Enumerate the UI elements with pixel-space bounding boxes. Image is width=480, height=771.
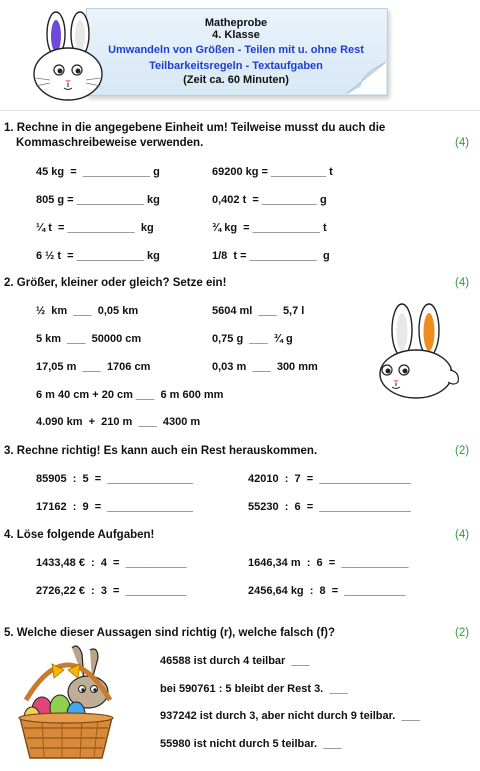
task5-item[interactable]: 46588 ist durch 4 teilbar ___: [160, 655, 310, 667]
task2-item[interactable]: 5 km ___ 50000 cm: [36, 333, 142, 345]
task5-item[interactable]: bei 590761 : 5 bleibt der Rest 3. ___: [160, 683, 348, 695]
task5-heading: 5. Welche dieser Aussagen sind richtig (r), welche falsch (f)?: [4, 627, 336, 639]
task5-points: (2): [455, 627, 470, 639]
task3-item[interactable]: 55230 : 6 = _______________: [248, 501, 412, 513]
task4-item[interactable]: 1433,48 € : 4 = __________: [36, 557, 187, 569]
task3-item[interactable]: 42010 : 7 = _______________: [248, 473, 412, 485]
bunny-illustration-right: [374, 298, 462, 400]
task4-item[interactable]: 1646,34 m : 6 = ___________: [248, 557, 409, 569]
task3-item[interactable]: 85905 : 5 = ______________: [36, 473, 193, 485]
task2-item[interactable]: 0,75 g ___ ¾ g: [212, 333, 293, 345]
task1-item[interactable]: ¼ t = ___________ kg: [36, 222, 154, 234]
task1-points: (4): [455, 137, 470, 149]
task1-item[interactable]: 45 kg = ___________ g: [36, 166, 160, 178]
task2-item[interactable]: 17,05 m ___ 1706 cm: [36, 361, 151, 373]
task4-item[interactable]: 2456,64 kg : 8 = __________: [248, 585, 406, 597]
task1-item[interactable]: 0,402 t = _________ g: [212, 194, 327, 206]
task3-points: (2): [455, 445, 470, 457]
task2-heading: 2. Größer, kleiner oder gleich? Setze ein!: [4, 277, 227, 289]
task2-item[interactable]: 0,03 m ___ 300 mm: [212, 361, 318, 373]
task1-heading: 1. Rechne in die angegebene Einheit um! Teilweise musst du auch die: [4, 122, 386, 134]
task5-item[interactable]: 55980 ist nicht durch 5 teilbar. ___: [160, 738, 342, 750]
task2-points: (4): [455, 277, 470, 289]
task3-item[interactable]: 17162 : 9 = ______________: [36, 501, 193, 513]
bunny-illustration-top: [28, 10, 104, 102]
task2-item[interactable]: 5604 ml ___ 5,7 l: [212, 305, 305, 317]
task3-heading: 3. Rechne richtig! Es kann auch ein Rest herauskommen.: [4, 445, 318, 457]
grade-label: 4. Klasse: [212, 29, 260, 41]
easter-basket-illustration: [12, 640, 122, 762]
task1-item[interactable]: 69200 kg = _________ t: [212, 166, 333, 178]
topics-line-2: Teilbarkeitsregeln - Textaufgaben: [149, 60, 323, 72]
task1-item[interactable]: 805 g = ___________ kg: [36, 194, 160, 206]
task5-item[interactable]: 937242 ist durch 3, aber nicht durch 9 teilbar. ___: [160, 710, 420, 722]
task4-item[interactable]: 2726,22 € : 3 = __________: [36, 585, 187, 597]
time-note: (Zeit ca. 60 Minuten): [183, 74, 289, 86]
task1-heading-2: Kommaschreibeweise verwenden.: [16, 137, 204, 149]
divider: [0, 110, 480, 111]
task1-item[interactable]: ¾ kg = ___________ t: [212, 222, 327, 234]
task1-item[interactable]: 1/8 t = ___________ g: [212, 250, 330, 262]
topics-line-1: Umwandeln von Größen - Teilen mit u. ohne Rest: [108, 44, 364, 56]
task2-item[interactable]: 4.090 km + 210 m ___ 4300 m: [36, 416, 201, 428]
test-title: Matheprobe: [204, 17, 268, 29]
task1-item[interactable]: 6 ½ t = ___________ kg: [36, 250, 160, 262]
task2-item[interactable]: ½ km ___ 0,05 km: [36, 305, 139, 317]
task4-points: (4): [455, 529, 470, 541]
task4-heading: 4. Löse folgende Aufgaben!: [4, 529, 155, 541]
task2-item[interactable]: 6 m 40 cm + 20 cm ___ 6 m 600 mm: [36, 389, 224, 401]
